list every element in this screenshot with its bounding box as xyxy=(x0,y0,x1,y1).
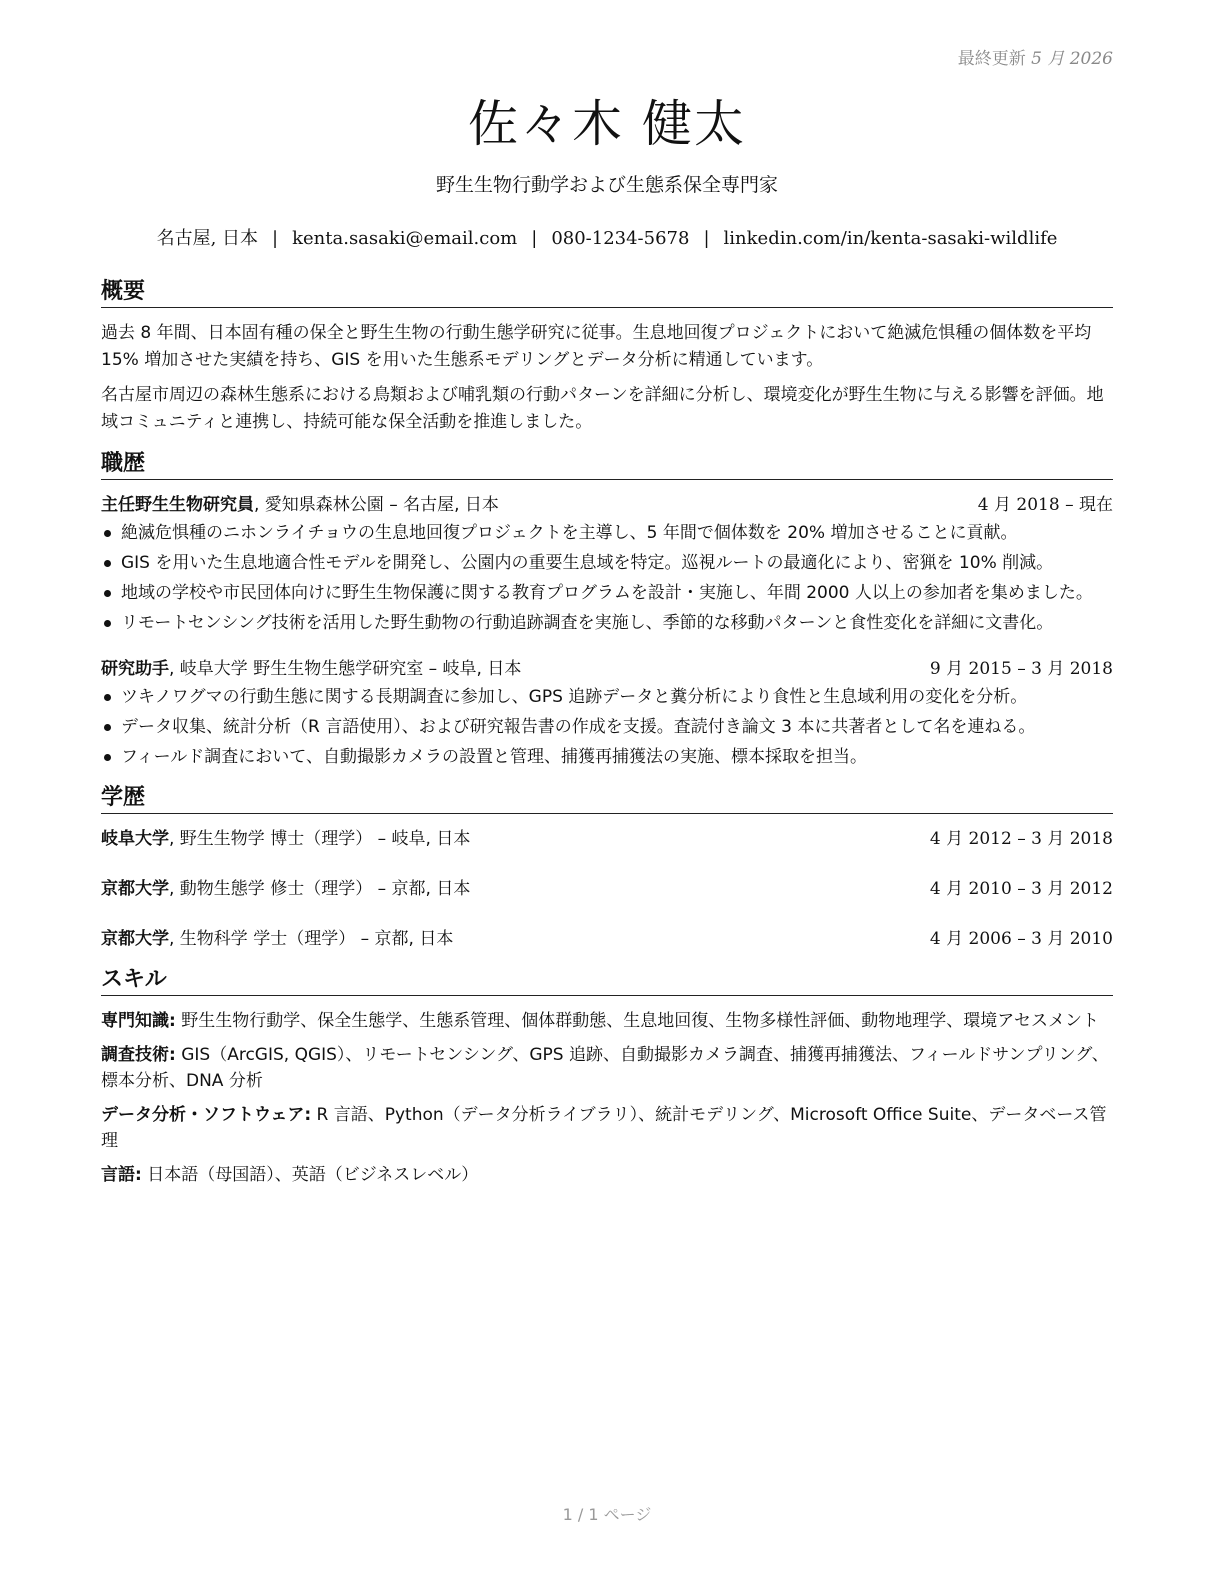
education-entry xyxy=(101,876,1113,902)
skills-title: スキル xyxy=(101,966,1113,996)
summary-paragraph: 名古屋市周辺の森林生態系における鳥類および哺乳類の行動パターンを詳細に分析し、環境変化が野生生物に与える影響を評価。地域コミュニティと連携し、持続可能な保全活動を推進しました。 xyxy=(101,385,1104,432)
skill-item xyxy=(101,1162,1113,1188)
contact-separator: | xyxy=(703,228,710,249)
contact-email[interactable]: kenta.sasaki@email.com xyxy=(292,228,518,249)
contact-linkedin[interactable]: linkedin.com/in/kenta-sasaki-wildlife xyxy=(723,228,1058,249)
education-school: 京都大学 xyxy=(101,879,169,899)
skill-item xyxy=(101,1102,1113,1154)
education-title: 学歴 xyxy=(101,784,1113,814)
page-indicator: 1 / 1 ページ xyxy=(562,1505,652,1524)
summary-paragraph: 過去 8 年間、日本固有種の保全と野生生物の行動生態学研究に従事。生息地回復プロジェクトにおいて絶滅危惧種の個体数を平均 15% 増加させた実績を持ち、GIS を用いた生態系モデリングとデータ分析に精通しています。 xyxy=(101,323,1092,370)
candidate-name: 佐々木 健太 xyxy=(468,95,746,153)
job-header xyxy=(101,492,1113,518)
summary-title: 概要 xyxy=(101,278,1113,308)
education-detail: , 動物生態学 修士（理学） – 京都, 日本 xyxy=(169,879,471,899)
job-bullet: GIS を用いた生息地適合性モデルを開発し、公園内の重要生息域を特定。巡視ルートの最適化により、密猟を 10% 削減。 xyxy=(101,550,1113,576)
job-bullets xyxy=(101,684,1113,770)
last-updated-date: 5 月 2026 xyxy=(1031,49,1113,69)
education-detail: , 野生生物学 博士（理学） – 岐阜, 日本 xyxy=(169,829,471,849)
skill-label: データ分析・ソフトウェア: xyxy=(101,1105,312,1125)
job-org: , 愛知県森林公園 – 名古屋, 日本 xyxy=(254,495,499,515)
job-header xyxy=(101,656,1113,682)
job-bullet: フィールド調査において、自動撮影カメラの設置と管理、捕獲再捕獲法の実施、標本採取を担当。 xyxy=(101,744,1113,770)
skill-label: 言語: xyxy=(101,1165,142,1185)
education-school: 京都大学 xyxy=(101,929,169,949)
education-section xyxy=(101,784,1113,952)
skill-item xyxy=(101,1042,1113,1094)
last-updated xyxy=(958,44,1113,69)
job-bullet: データ収集、統計分析（R 言語使用）、および研究報告書の作成を支援。査読付き論文 3 本に共著者として名を連ねる。 xyxy=(101,714,1113,740)
contact-separator: | xyxy=(272,228,279,249)
education-entry xyxy=(101,826,1113,852)
skill-value: GIS（ArcGIS, QGIS）、リモートセンシング、GPS 追跡、自動撮影カメラ調査、捕獲再捕獲法、フィールドサンプリング、標本分析、DNA 分析 xyxy=(101,1045,1109,1091)
skill-value: 日本語（母国語）、英語（ビジネスレベル） xyxy=(141,1165,479,1185)
job-bullet: 絶滅危惧種のニホンライチョウの生息地回復プロジェクトを主導し、5 年間で個体数を 20% 増加させることに貢献。 xyxy=(101,520,1113,546)
job-date: 9 月 2015 – 3 月 2018 xyxy=(929,659,1113,679)
job-entry xyxy=(101,492,1113,636)
summary-section xyxy=(101,278,1113,436)
candidate-tagline: 野生生物行動学および生態系保全専門家 xyxy=(435,174,778,196)
contact-separator: | xyxy=(531,228,538,249)
job-entry xyxy=(101,656,1113,770)
skill-label: 調査技術: xyxy=(101,1045,176,1065)
skill-value: 野生生物行動学、保全生態学、生態系管理、個体群動態、生息地回復、生物多様性評価、動物地理学、環境アセスメント xyxy=(175,1011,1100,1031)
job-date: 4 月 2018 – 現在 xyxy=(977,495,1113,515)
job-role: 主任野生生物研究員 xyxy=(101,495,254,515)
skill-value: R 言語、Python（データ分析ライブラリ）、統計モデリング、Microsoft Office Suite、データベース管理 xyxy=(101,1105,1107,1151)
education-entry xyxy=(101,926,1113,952)
experience-section xyxy=(101,450,1113,770)
education-date: 4 月 2012 – 3 月 2018 xyxy=(929,829,1113,849)
skills-section xyxy=(101,966,1113,1188)
job-org: , 岐阜大学 野生生物生態学研究室 – 岐阜, 日本 xyxy=(169,659,522,679)
job-bullet: リモートセンシング技術を活用した野生動物の行動追跡調査を実施し、季節的な移動パターンと食性変化を詳細に文書化。 xyxy=(101,610,1113,636)
education-date: 4 月 2006 – 3 月 2010 xyxy=(929,929,1113,949)
contact-line xyxy=(101,224,1113,250)
job-bullets xyxy=(101,520,1113,636)
job-role: 研究助手 xyxy=(101,659,169,679)
last-updated-prefix: 最終更新 xyxy=(957,49,1026,69)
job-bullet: 地域の学校や市民団体向けに野生生物保護に関する教育プログラムを設計・実施し、年間 2000 人以上の参加者を集めました。 xyxy=(101,580,1113,606)
education-detail: , 生物科学 学士（理学） – 京都, 日本 xyxy=(169,929,454,949)
experience-title: 職歴 xyxy=(101,450,1113,480)
skill-label: 専門知識: xyxy=(101,1011,176,1031)
job-bullet: ツキノワグマの行動生態に関する長期調査に参加し、GPS 追跡データと糞分析により食性と生息域利用の変化を分析。 xyxy=(101,684,1113,710)
contact-phone[interactable]: 080-1234-5678 xyxy=(551,228,690,249)
education-date: 4 月 2010 – 3 月 2012 xyxy=(929,879,1113,899)
skill-item xyxy=(101,1008,1113,1034)
contact-location: 名古屋, 日本 xyxy=(156,228,259,249)
education-school: 岐阜大学 xyxy=(101,829,169,849)
resume-page xyxy=(101,0,1113,1584)
resume-content xyxy=(101,278,1113,1196)
